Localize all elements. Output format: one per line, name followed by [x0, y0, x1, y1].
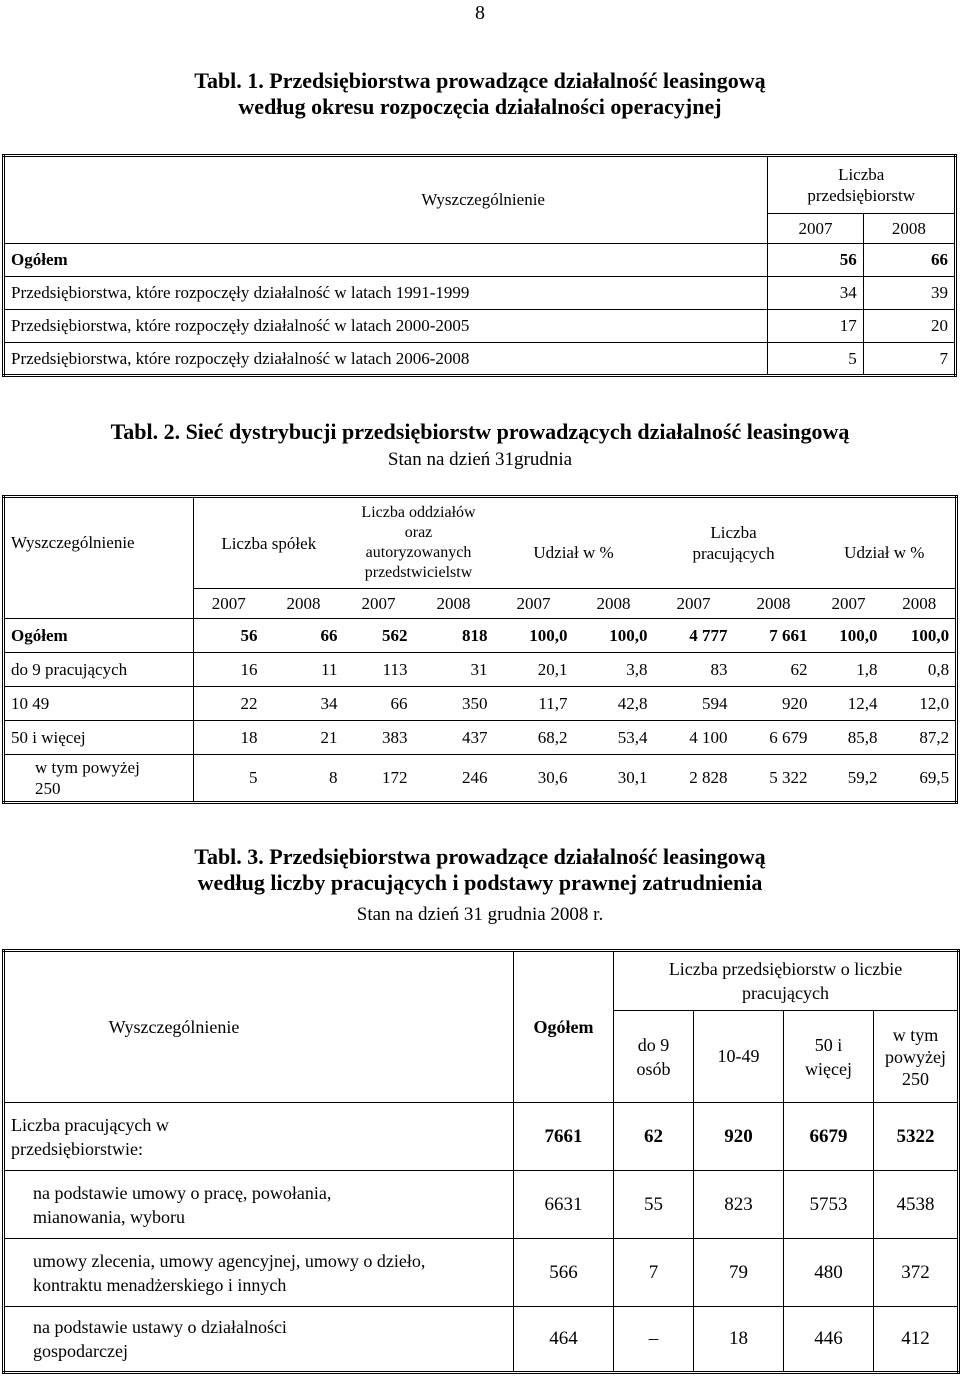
- table2-group-udzial-1: Udział w %: [494, 497, 654, 589]
- table2-cell: 21: [264, 721, 344, 755]
- table2-cell: 59,2: [814, 755, 884, 803]
- table2-cell: 66: [344, 687, 414, 721]
- table2-row-label: 10 49: [4, 687, 194, 721]
- table2-cell: 100,0: [884, 619, 957, 653]
- table1-col-label: Wyszczególnienie: [4, 156, 768, 244]
- table2-group-udzial-2: Udział w %: [814, 497, 957, 589]
- table2-cell: 30,6: [494, 755, 574, 803]
- table3-cell: 7: [614, 1239, 694, 1307]
- table2-cell: 100,0: [494, 619, 574, 653]
- table2-year: 2007: [814, 589, 884, 619]
- table2-cell: 1,8: [814, 653, 884, 687]
- table2-cell: 68,2: [494, 721, 574, 755]
- table3-col-label: Wyszczególnienie: [4, 951, 514, 1103]
- table2-col-label: Wyszczególnienie: [4, 497, 194, 619]
- table2-cell: 350: [414, 687, 494, 721]
- table3-cell: 55: [614, 1171, 694, 1239]
- table3-title: [0, 844, 960, 896]
- table1-cell: 20: [863, 310, 955, 343]
- table3-cell: 5322: [874, 1103, 959, 1171]
- table2-cell: 7 661: [734, 619, 814, 653]
- table1-cell: 56: [768, 244, 863, 277]
- table2-year: 2008: [414, 589, 494, 619]
- table3-subcol: 50 i więcej: [784, 1011, 874, 1103]
- table2-cell: 4 777: [654, 619, 734, 653]
- table2-cell: 246: [414, 755, 494, 803]
- table2-cell: 3,8: [574, 653, 654, 687]
- table3: [2, 949, 960, 1374]
- table3-cell: 6631: [514, 1171, 614, 1239]
- table1-title-line1: Tabl. 1. Przedsiębiorstwa prowadzące działalność leasingową: [194, 68, 766, 93]
- table3-col-group: Liczba przedsiębiorstw o liczbie pracujących: [614, 951, 959, 1011]
- table2-year: 2007: [344, 589, 414, 619]
- table2-cell: 5: [194, 755, 264, 803]
- table1-row-label: Przedsiębiorstwa, które rozpoczęły działalność w latach 2006-2008: [4, 343, 768, 376]
- table2-cell: 383: [344, 721, 414, 755]
- table3-title-line1: Tabl. 3. Przedsiębiorstwa prowadzące działalność leasingową: [194, 844, 766, 869]
- table1-cell: 39: [863, 277, 955, 310]
- table2-year: 2007: [194, 589, 264, 619]
- table2-cell: 16: [194, 653, 264, 687]
- table3-cell: 79: [694, 1239, 784, 1307]
- table2-cell: 2 828: [654, 755, 734, 803]
- table1-cell: 7: [863, 343, 955, 376]
- table2-year: 2008: [734, 589, 814, 619]
- table2-cell: 11,7: [494, 687, 574, 721]
- table3-col-total: Ogółem: [514, 951, 614, 1103]
- table2-row-label: 50 i więcej: [4, 721, 194, 755]
- page-number: 8: [475, 2, 485, 24]
- table3-title-line2: według liczby pracujących i podstawy prawnej zatrudnienia: [197, 870, 763, 895]
- table2-cell: 42,8: [574, 687, 654, 721]
- table2-cell: 100,0: [814, 619, 884, 653]
- table2-row-label: Ogółem: [4, 619, 194, 653]
- table2-cell: 69,5: [884, 755, 957, 803]
- table1-title-line2: według okresu rozpoczęcia działalności operacyjnej: [238, 94, 722, 119]
- table2-cell: 4 100: [654, 721, 734, 755]
- table3-subcol: 10-49: [694, 1011, 784, 1103]
- table2-title: Tabl. 2. Sieć dystrybucji przedsiębiorstw prowadzących działalność leasingową: [110, 419, 850, 444]
- table2-cell: 562: [344, 619, 414, 653]
- table2-cell: 87,2: [884, 721, 957, 755]
- table1-cell: 17: [768, 310, 863, 343]
- table2-cell: 85,8: [814, 721, 884, 755]
- table2: [2, 495, 958, 804]
- table2-cell: 22: [194, 687, 264, 721]
- table2-cell: 6 679: [734, 721, 814, 755]
- table1-title: [0, 68, 960, 120]
- table2-cell: 62: [734, 653, 814, 687]
- table1-row-label: Ogółem: [4, 244, 768, 277]
- table2-cell: 66: [264, 619, 344, 653]
- table3-cell: 464: [514, 1307, 614, 1373]
- table2-cell: 818: [414, 619, 494, 653]
- table3-cell: 480: [784, 1239, 874, 1307]
- table2-cell: 172: [344, 755, 414, 803]
- table1-row-label: Przedsiębiorstwa, które rozpoczęły działalność w latach 2000-2005: [4, 310, 768, 343]
- table3-subcol: do 9 osób: [614, 1011, 694, 1103]
- table3-cell: 62: [614, 1103, 694, 1171]
- table2-cell: 31: [414, 653, 494, 687]
- table3-subtitle: Stan na dzień 31 grudnia 2008 r.: [356, 904, 604, 925]
- table1-cell: 34: [768, 277, 863, 310]
- table2-year: 2008: [264, 589, 344, 619]
- table3-cell: 920: [694, 1103, 784, 1171]
- table2-cell: 53,4: [574, 721, 654, 755]
- table2-year: 2008: [884, 589, 957, 619]
- table2-year: 2008: [574, 589, 654, 619]
- table3-cell: 566: [514, 1239, 614, 1307]
- table1-col-group: Liczba przedsiębiorstw: [768, 156, 956, 214]
- table1-row-label: Przedsiębiorstwa, które rozpoczęły działalność w latach 1991-1999: [4, 277, 768, 310]
- table3-cell: 5753: [784, 1171, 874, 1239]
- table3-subcol: w tym powyżej 250: [874, 1011, 959, 1103]
- table1-year-2007: 2007: [768, 214, 863, 244]
- table2-row-label: w tym powyżej 250: [4, 755, 194, 803]
- table2-cell: 594: [654, 687, 734, 721]
- table3-cell: 372: [874, 1239, 959, 1307]
- table3-row-label: na podstawie ustawy o działalności gospodarczej: [4, 1307, 514, 1373]
- table2-cell: 18: [194, 721, 264, 755]
- table2-cell: 56: [194, 619, 264, 653]
- table2-subtitle: Stan na dzień 31grudnia: [387, 449, 573, 470]
- table2-cell: 113: [344, 653, 414, 687]
- table2-cell: 12,0: [884, 687, 957, 721]
- table2-cell: 83: [654, 653, 734, 687]
- table1-cell: 5: [768, 343, 863, 376]
- table2-row-label: do 9 pracujących: [4, 653, 194, 687]
- table3-cell: 412: [874, 1307, 959, 1373]
- table3-cell: 7661: [514, 1103, 614, 1171]
- table2-cell: 20,1: [494, 653, 574, 687]
- table2-year: 2007: [494, 589, 574, 619]
- table3-cell: 4538: [874, 1171, 959, 1239]
- table2-cell: 8: [264, 755, 344, 803]
- table2-group-oddzialy: Liczba oddziałów oraz autoryzowanych przedstwicielstw: [344, 497, 494, 589]
- table1-cell: 66: [863, 244, 955, 277]
- table2-cell: 5 322: [734, 755, 814, 803]
- table2-cell: 30,1: [574, 755, 654, 803]
- table3-cell: 823: [694, 1171, 784, 1239]
- table2-cell: 100,0: [574, 619, 654, 653]
- table3-row-label: umowy zlecenia, umowy agencyjnej, umowy o dzieło, kontraktu menadżerskiego i innych: [4, 1239, 514, 1307]
- table2-group-spolek: Liczba spółek: [194, 497, 344, 589]
- table3-cell: 18: [694, 1307, 784, 1373]
- table2-year: 2007: [654, 589, 734, 619]
- table2-group-pracujacy: Liczba pracujących: [654, 497, 814, 589]
- table3-cell: 446: [784, 1307, 874, 1373]
- table2-cell: 0,8: [884, 653, 957, 687]
- table2-cell: 34: [264, 687, 344, 721]
- table3-cell: 6679: [784, 1103, 874, 1171]
- table3-cell: –: [614, 1307, 694, 1373]
- table2-cell: 920: [734, 687, 814, 721]
- table2-cell: 11: [264, 653, 344, 687]
- table3-row-label: Liczba pracujących w przedsiębiorstwie:: [4, 1103, 514, 1171]
- table1-year-2008: 2008: [863, 214, 955, 244]
- table3-row-label: na podstawie umowy o pracę, powołania, mianowania, wyboru: [4, 1171, 514, 1239]
- table1: [2, 154, 957, 377]
- table2-cell: 12,4: [814, 687, 884, 721]
- table2-cell: 437: [414, 721, 494, 755]
